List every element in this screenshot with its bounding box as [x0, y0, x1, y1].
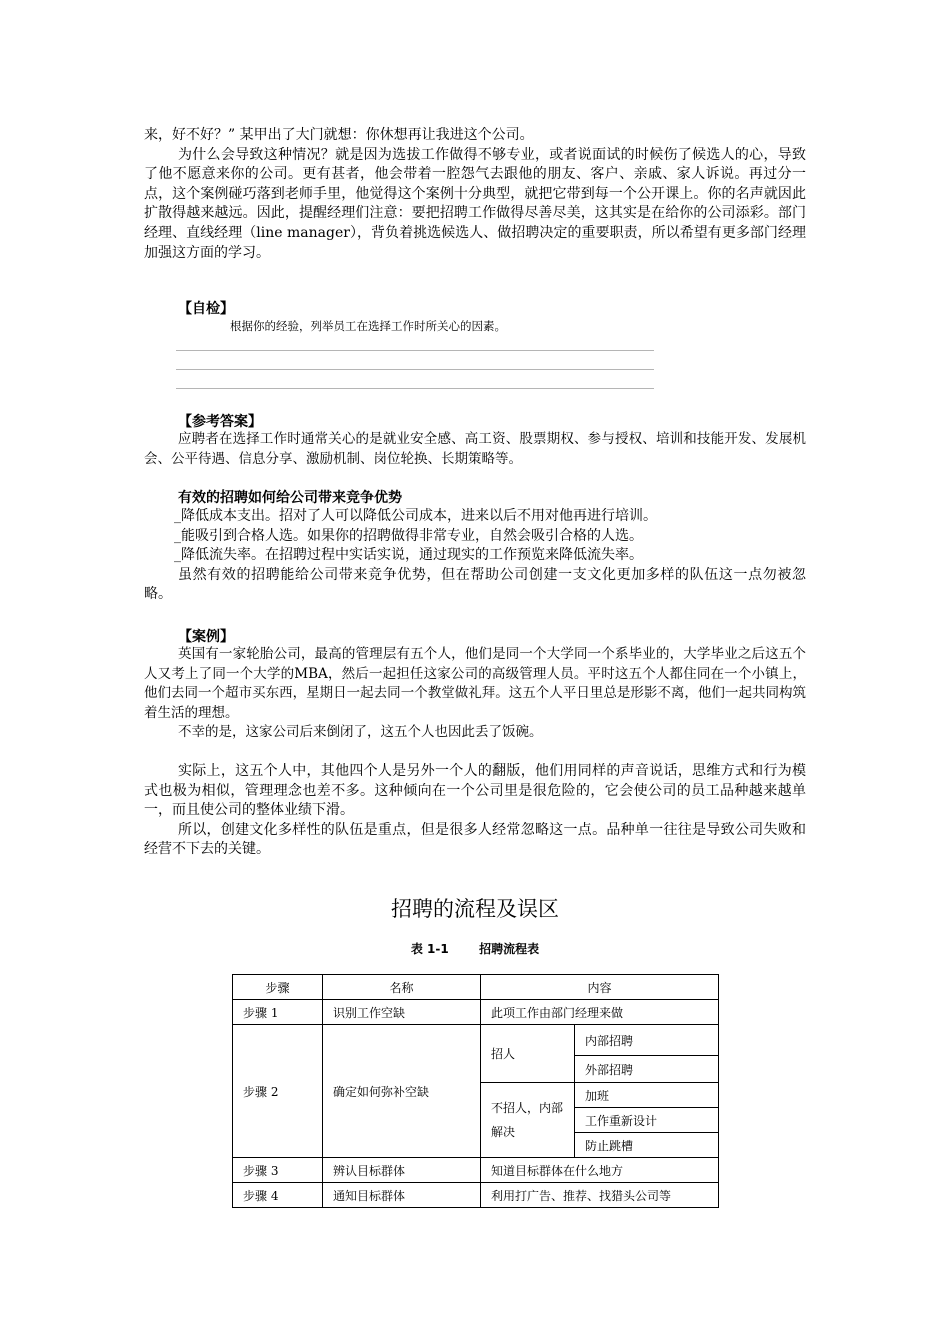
table-row	[233, 1025, 719, 1056]
name-cell: 通知目标群体	[323, 1183, 481, 1208]
content-cell: 外部招聘	[575, 1056, 719, 1083]
content-cell: 利用打广告、推荐、找猎头公司等	[481, 1183, 719, 1208]
advantage-item-1: _降低成本支出。招对了人可以降低公司成本，进来以后不用对他再进行培训。	[174, 508, 657, 524]
table-row	[233, 1000, 719, 1025]
advantage-summary: 虽然有效的招聘能给公司带来竞争优势，但在帮助公司创建一支文化更加多样的队伍这一点勿被忽略。	[144, 566, 806, 603]
advantage-item-3: _降低流失率。在招聘过程中实话实说，通过现实的工作预览来降低流失率。	[174, 547, 643, 564]
name-cell: 确定如何弥补空缺	[323, 1025, 481, 1158]
table-title: 招聘流程表	[479, 942, 540, 956]
answer-line-2	[176, 369, 654, 370]
table-row	[233, 1183, 719, 1208]
table-header-row	[233, 975, 719, 1000]
content-cell: 加班	[575, 1083, 719, 1108]
answer-section	[144, 430, 806, 469]
step-cell: 步骤 4	[233, 1183, 323, 1208]
step-cell: 步骤 3	[233, 1158, 323, 1183]
hire-cell: 招人	[481, 1025, 575, 1083]
content-cell: 工作重新设计	[575, 1108, 719, 1133]
analysis-paragraph-1: 实际上，这五个人中，其他四个人是另外一个人的翻版，他们用同样的声音说话，思维方式和行为模式也极为相似，管理理念也差不多。这种倾向在一个公司里是很危险的，它会使公司的员工品种越来越单一，而且使公司的整体业绩下滑。	[144, 763, 806, 819]
name-cell: 辨认目标群体	[323, 1158, 481, 1183]
content-cell: 内部招聘	[575, 1025, 719, 1056]
case-paragraph-1: 英国有一家轮胎公司，最高的管理层有五个人，他们是同一个大学同一个系毕业的，大学毕业之后这五个人又考上了同一个大学的MBA，然后一起担任这家公司的高级管理人员。平时这五个人都住同在一个小镇上，他们去同一个超市买东西，星期日一起去同一个教堂做礼拜。这五个人平日里总是形影不离，他们一起共同构筑着生活的理想。	[144, 646, 806, 721]
answer-text: 应聘者在选择工作时通常关心的是就业安全感、高工资、股票期权、参与授权、培训和技能开发、发展机会、公平待遇、信息分享、激励机制、岗位轮换、长期策略等。	[144, 431, 806, 467]
content-cell: 知道目标群体在什么地方	[481, 1158, 719, 1183]
case-paragraph-2: 不幸的是，这家公司后来倒闭了，这五个人也因此丢了饭碗。	[178, 724, 543, 741]
answer-heading: 【参考答案】	[178, 414, 262, 430]
table-caption	[0, 940, 950, 957]
intro-paragraph-2: 为什么会导致这种情况？就是因为选拔工作做得不够专业，或者说面试的时候伤了候选人的心，导致了他不愿意来你的公司。更有甚者，他会带着一腔怨气去跟他的朋友、客户、亲戚、家人诉说。再过分一点，这个案例碰巧落到老师手里，他觉得这个案例十分典型，就把它带到每一个公开课上。你的名声就因此扩散得越来越远。因此，提醒经理们注意：要把招聘工作做得尽善尽美，这其实是在给你的公司添彩。部门经理、直线经理（line manager），背负着挑选候选人、做招聘决定的重要职责，所以希望有更多部门经理加强这方面的学习。	[144, 146, 806, 261]
table-row	[233, 1158, 719, 1183]
header-content: 内容	[481, 975, 719, 1000]
advantage-item-2: _能吸引到合格人选。如果你的招聘做得非常专业，自然会吸引合格的人选。	[174, 527, 643, 544]
advantage-section	[144, 507, 806, 605]
nohire-cell: 不招人，内部解决	[481, 1083, 575, 1158]
step-cell: 步骤 1	[233, 1000, 323, 1025]
self-check-prompt: 根据你的经验，列举员工在选择工作时所关心的因素。	[230, 319, 506, 333]
case-section	[144, 645, 806, 743]
table-number: 表 1-1	[410, 942, 449, 956]
case-heading: 【案例】	[178, 629, 234, 645]
analysis-section	[144, 762, 806, 860]
intro-paragraph-1: 来，好不好？” 某甲出了大门就想：你休想再让我进这个公司。	[144, 127, 534, 143]
intro-section	[144, 126, 806, 263]
answer-line-1	[176, 350, 654, 351]
analysis-paragraph-2: 所以，创建文化多样性的队伍是重点，但是很多人经常忽略这一点。品种单一往往是导致公司失败和经营不下去的关键。	[144, 821, 806, 858]
recruitment-process-table	[232, 974, 719, 1208]
header-step: 步骤	[233, 975, 323, 1000]
section-title: 招聘的流程及误区	[391, 897, 559, 921]
name-cell: 识别工作空缺	[323, 1000, 481, 1025]
content-cell: 防止跳槽	[575, 1133, 719, 1158]
content-cell: 此项工作由部门经理来做	[481, 1000, 719, 1025]
header-name: 名称	[323, 975, 481, 1000]
advantage-heading: 有效的招聘如何给公司带来竞争优势	[178, 490, 402, 506]
self-check-heading: 【自检】	[178, 301, 234, 317]
step-cell: 步骤 2	[233, 1025, 323, 1158]
answer-line-3	[176, 388, 654, 389]
